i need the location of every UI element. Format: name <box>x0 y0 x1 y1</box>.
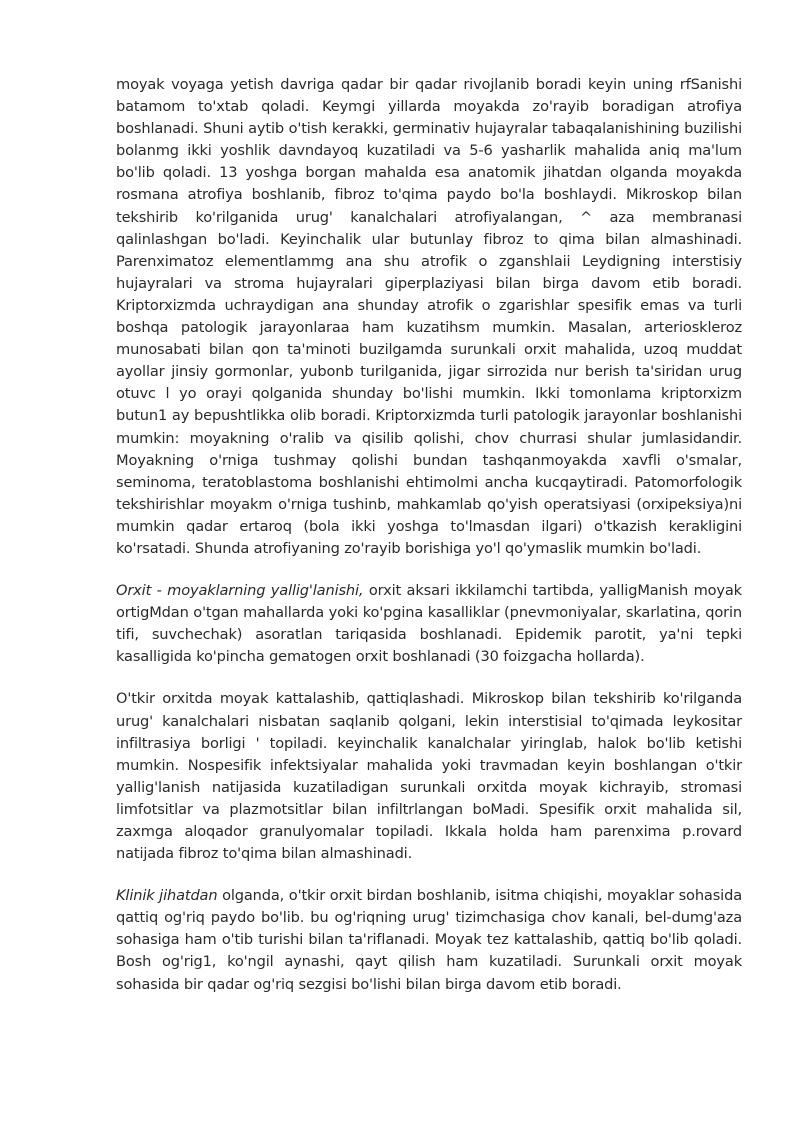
paragraph-orxit-definition <box>116 580 742 668</box>
paragraph-text: orxit aksari ikkilamchi tartibda, yalligManish moyak ortigMdan o'tgan mahallarda yoki ko'pgina kasalliklar (pnevmoniyalar, skarlatina, qorin tifi, suvchechak) asoratlan tariqasida boshlanadi. Epidemik parotit, ya'ni tepki kasalligida ko'pincha gematogen orxit boshlanadi (30 foizgacha hollarda). <box>116 582 742 666</box>
paragraph-clinical <box>116 885 742 995</box>
paragraph-text: olganda, o'tkir orxit birdan boshlanib, isitma chiqishi, moyaklar sohasida qattiq og'riq paydo bo'lib. bu og'riqning urug' tizimchasiga chov kanali, bel-dumg'aza sohasiga ham o'tib turishi bilan ta'riflanadi. Moyak tez kattalashib, qattiq bo'lib qoladi. Bosh og'rig1, ko'ngil aynashi, qayt qilish ham kuzatiladi. Surunkali orxit moyak sohasida bir qadar og'riq sezgisi bo'lishi bilan birga davom etib boradi. <box>116 887 742 993</box>
paragraph-italic-lead: Klinik jihatdan <box>116 887 218 905</box>
document-page <box>116 74 742 1016</box>
paragraph-kriptorxizm <box>116 74 742 560</box>
paragraph-acute-orxit <box>116 688 742 865</box>
paragraph-italic-lead: Orxit - moyaklarning yallig'lanishi, <box>116 582 364 600</box>
paragraph-text: moyak voyaga yetish davriga qadar bir qadar rivojlanib boradi keyin uning rfSanishi batamom to'xtab qoladi. Keymgi yillarda moyakda zo'rayib boradigan atrofiya boshlanadi. Shuni aytib o'tish kerakki, germinativ hujayralar tabaqalanishining buzilishi bolanmg ikki yoshlik davndayoq kuzatiladi va 5-6 yasharlik mahalida aniq ma'lum bo'lib qoladi. 13 yoshga borgan mahalda esa anatomik jihatdan olganda moyakda rosmana atrofiya boshlanib, fibroz to'qima paydo bo'la boshlaydi. Mikroskop bilan tekshirib ko'rilganida urug' kanalchalari atrofiyalangan, ^ aza membranasi qalinlashgan bo'ladi. Keyinchalik ular butunlay fibroz to qima bilan almashinadi. Parenximatoz elementlammg ana shu atrofik o zganshlaii Leydigning interstisiy hujayralari va stroma hujayralari giperplaziyasi bilan birga davom etib boradi. Kriptorxizmda uchraydigan ana shunday atrofik o zgarishlar spesifik emas va turli boshqa patologik jarayonlaraa ham kuzatihsm mumkin. Masalan, arterioskleroz munosabati bilan qon ta'minoti buzilgamda surunkali orxit mahalida, uzoq muddat ayollar jinsiy gormonlar, yubonb turilganida, jigar sirrozida nur berish ta'siridan urug otuvc l yo orayi qolganida shunday bo'lishi mumkin. Ikki tomonlama kriptorxizm butun1 ay bepushtlikka olib boradi. Kriptorxizmda turli patologik jarayonlar boshlanishi mumkin: moyakning o'ralib va qisilib qolishi, chov churrasi shular jumlasidandir. Moyakning o'rniga tushmay qolishi bundan tashqanmoyakda xavfli o'smalar, seminoma, teratoblastoma boshlanishi ehtimolmi ancha kucqaytiradi. Patomorfologik tekshirishlar moyakm o'rniga tushinb, mahkamlab qo'yish operatsiyasi (orxipeksiya)ni mumkin qadar ertaroq (bola ikki yoshga to'lmasdan ilgari) o'tkazish kerakligini ko'rsatadi. Shunda atrofiyaning zo'rayib borishiga yo'l qo'ymaslik mumkin bo'ladi. <box>116 76 742 557</box>
paragraph-text: O'tkir orxitda moyak kattalashib, qattiqlashadi. Mikroskop bilan tekshirib ko'rilganda urug' kanalchalari nisbatan saqlanib qolgani, lekin interstisial to'qimada leykositar infiltrasiya borligi ' topiladi. keyinchalik kanalchalar yiringlab, halok bo'lib ketishi mumkin. Nospesifik infektsiyalar mahalida yoki travmadan keyin boshlangan o'tkir yallig'lanish natijasida kuzatiladigan surunkali orxitda moyak kichrayib, stromasi limfotsitlar va plazmotsitlar bilan infiltrlangan boMadi. Spesifik orxit mahalida sil, zaxmga aloqador granulyomalar topiladi. Ikkala holda ham parenxima p.rovard natijada fibroz to'qima bilan almashinadi. <box>116 690 742 863</box>
